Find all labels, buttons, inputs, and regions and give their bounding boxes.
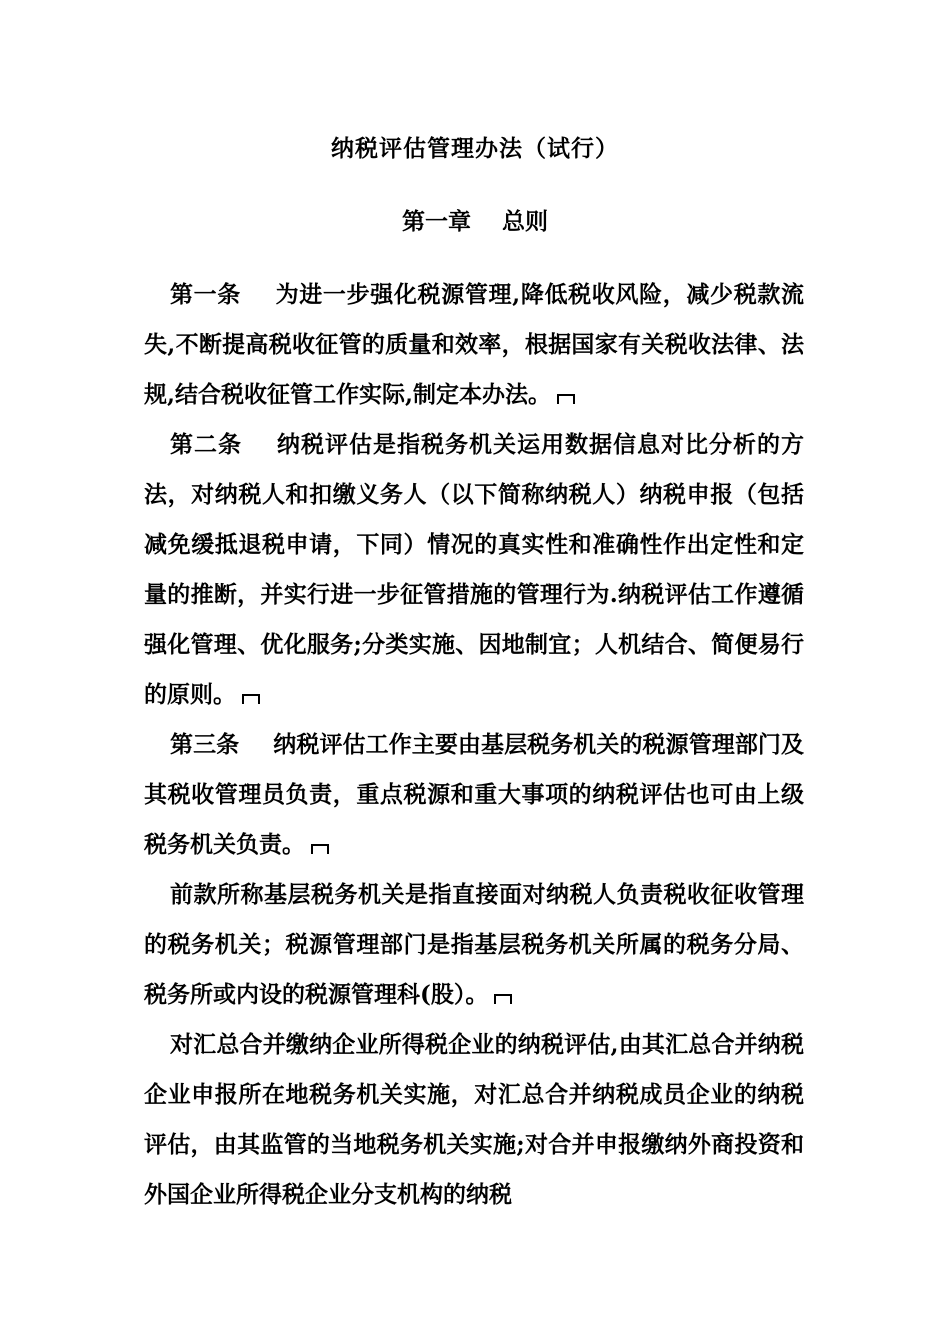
document-title: 纳税评估管理办法（试行） [331,135,619,162]
paragraph-text: 为进一步强化税源管理,降低税收风险，减少税款流失,不断提高税收征管的质量和效率，根据国家有关税收法律、法规,结合税收征管工作实际,制定本办法。 [144,281,805,408]
paragraph-consolidated [144,1020,804,1220]
paragraph-text: 前款所称基层税务机关是指直接面对纳税人负责税收征收管理的税务机关；税源管理部门是指基层税务机关所属的税务分局、税务所或内设的税源管理科(股）。 [144,881,804,1008]
article-label: 第三条 [170,731,240,758]
paragraph-end-mark-icon [494,994,512,1004]
paragraph-article-2 [144,420,804,720]
document-body [144,270,804,1220]
article-label: 第一条 [170,281,241,308]
paragraph-end-mark-icon [557,394,575,404]
chapter-heading: 第一章 总则 [401,208,548,235]
paragraph-end-mark-icon [242,694,260,704]
paragraph-definition [144,870,804,1020]
article-label: 第二条 [170,431,242,458]
paragraph-article-1 [144,270,804,420]
paragraph-text: 对汇总合并缴纳企业所得税企业的纳税评估,由其汇总合并纳税企业申报所在地税务机关实施，对汇总合并纳税成员企业的纳税评估，由其监管的当地税务机关实施;对合并申报缴纳外商投资和外国企业所得税企业分支机构的纳税 [144,1031,804,1208]
paragraph-text: 纳税评估是指税务机关运用数据信息对比分析的方法，对纳税人和扣缴义务人（以下简称纳税人）纳税申报（包括减免缓抵退税申请，下同）情况的真实性和准确性作出定性和定量的推断，并实行进一步征管措施的管理行为.纳税评估工作遵循强化管理、优化服务;分类实施、因地制宜；人机结合、简便易行的原则。 [144,431,804,708]
paragraph-end-mark-icon [311,844,329,854]
paragraph-article-3 [144,720,804,870]
paragraph-text: 纳税评估工作主要由基层税务机关的税源管理部门及其税收管理员负责，重点税源和重大事项的纳税评估也可由上级税务机关负责。 [144,731,805,858]
